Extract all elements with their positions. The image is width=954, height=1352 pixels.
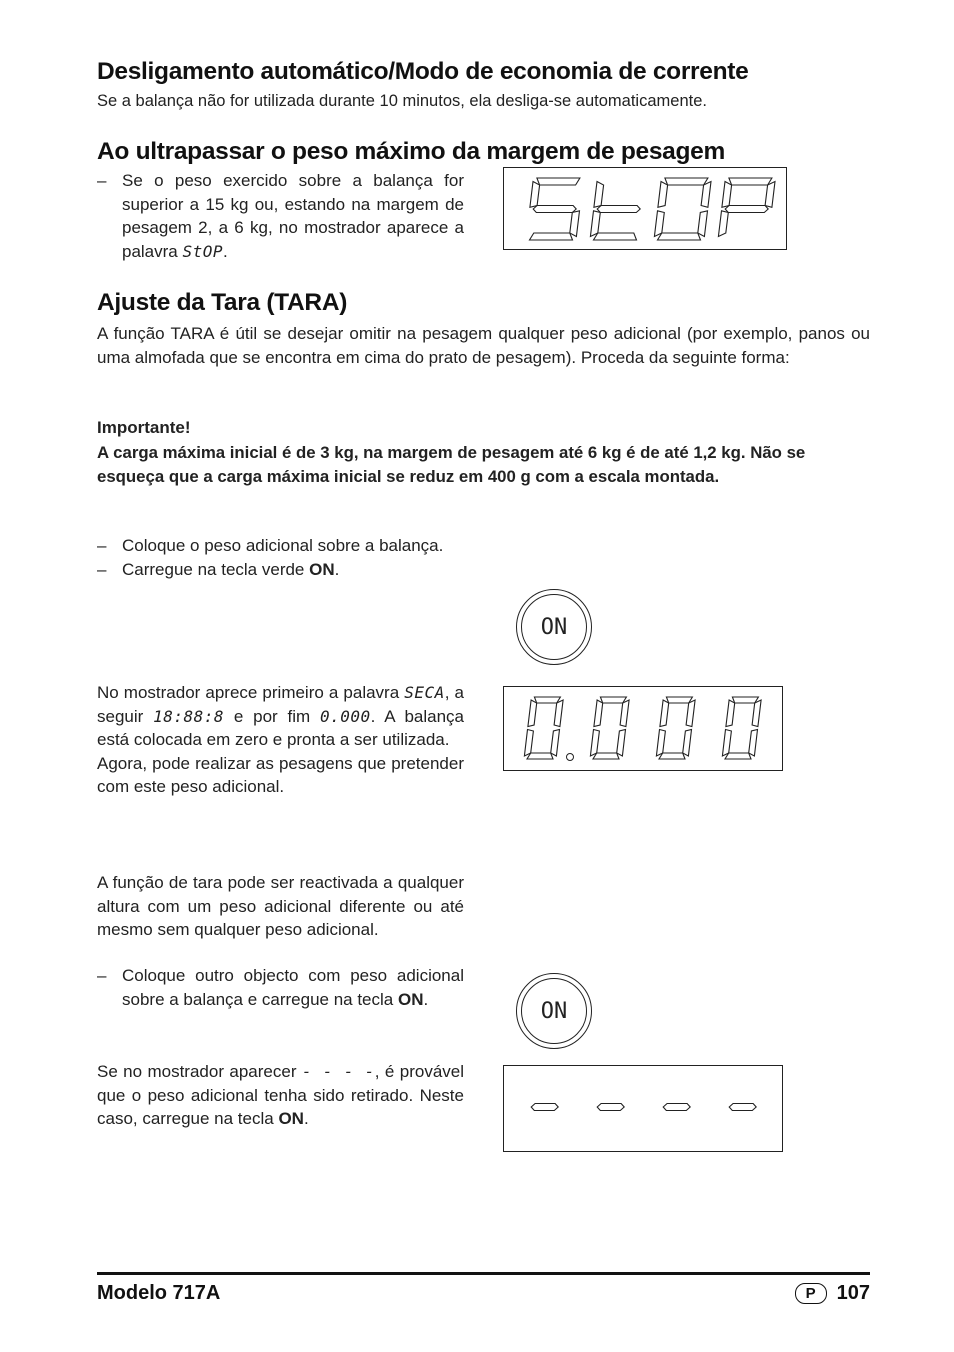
- lcd-segment: [534, 697, 560, 703]
- display-text-p2: Agora, pode realizar as pesagens que pretender com este peso adicional.: [97, 753, 464, 796]
- dash-display: [503, 1065, 783, 1152]
- footer-rule: [97, 1272, 870, 1275]
- lcd-segment: [593, 753, 619, 759]
- display-text-d: . A balança está colocada em zero e pronta a ser utilizada.: [97, 706, 464, 749]
- lcd-segment: [554, 700, 563, 727]
- lcd-segment: [530, 182, 540, 208]
- removed-text-a: Se no mostrador aparecer: [97, 1062, 302, 1081]
- list-item: [97, 964, 464, 1011]
- inline-lcd-zero: 0.000: [319, 706, 371, 726]
- auto-off-text: Se a balança não for utilizada durante 10 minutos, ela desliga-se automaticamente.: [97, 92, 707, 110]
- lcd-segment: [683, 730, 692, 757]
- list-dash: –: [97, 171, 107, 190]
- lcd-segment: [570, 211, 580, 237]
- footer-page-info: [795, 1282, 870, 1305]
- step-other-object: Coloque outro objecto com peso adicional sobre a balança e carregue na tecla: [122, 966, 464, 1009]
- lcd-segment: [551, 730, 560, 757]
- display-sequence-text: [97, 681, 464, 799]
- list-dash: –: [97, 559, 107, 579]
- lcd-segment: [729, 1104, 756, 1111]
- lcd-segment: [524, 730, 533, 757]
- list-item: [97, 558, 464, 582]
- on-key-label: ON: [397, 989, 424, 1009]
- lcd-segment: [722, 182, 732, 208]
- footer-model: Modelo 717A: [97, 1282, 221, 1304]
- lcd-segment: [725, 206, 768, 213]
- auto-off-heading: Desligamento automático/Modo de economia de corrente: [97, 58, 749, 85]
- zero-display-segments: [504, 687, 782, 770]
- lcd-segment: [590, 730, 599, 757]
- lcd-segment: [528, 700, 537, 727]
- lcd-segment: [527, 753, 553, 759]
- tare-intro: A função TARA é útil se desejar omitir na pesagem qualquer peso adicional (por exemplo, panos ou uma almofada que se encontra em cima do prato de pesagem). Proceda da seguinte forma:: [97, 324, 870, 367]
- lcd-segment: [594, 182, 604, 208]
- list-dash: –: [97, 536, 107, 555]
- lcd-segment: [749, 730, 758, 757]
- lcd-segment: [658, 233, 701, 240]
- tare-steps: [97, 534, 464, 581]
- on-button-label: ON: [521, 594, 587, 660]
- overload-text: Se o peso exercido sobre a balança for superior a 15 kg ou, estando na margem de pesagem 2, a 6 kg, no mostrador aparece a palavra: [122, 171, 464, 261]
- lcd-segment: [752, 700, 761, 727]
- display-text-b: , a seguir: [97, 683, 465, 726]
- dash-display-segments: [504, 1066, 782, 1151]
- removed-text-b: , é provável que o peso adicional tenha sido retirado. Neste caso, carregue na tecla: [97, 1062, 465, 1128]
- page-number: 107: [836, 1282, 870, 1304]
- on-button-icon: [516, 589, 592, 665]
- reactivate-text: A função de tara pode ser reactivada a qualquer altura com um peso adicional diferente ou até mesmo sem qualquer peso adicional.: [97, 873, 464, 939]
- lcd-segment: [658, 182, 668, 208]
- lcd-segment: [660, 700, 669, 727]
- lcd-segment: [600, 697, 626, 703]
- lcd-segment: [594, 700, 603, 727]
- on-button-label: ON: [521, 978, 587, 1044]
- stop-display-segments: [504, 168, 786, 249]
- lcd-segment: [533, 206, 576, 213]
- lcd-segment: [698, 211, 708, 237]
- lcd-segment: [729, 178, 772, 185]
- lcd-segment: [597, 1104, 624, 1111]
- on-button-icon: [516, 973, 592, 1049]
- inline-lcd-seca: SECA: [404, 683, 445, 702]
- lcd-decimal-point: [567, 754, 574, 761]
- tare-heading: Ajuste da Tara (TARA): [97, 289, 348, 316]
- inline-lcd-dashes: - - - -: [301, 1062, 375, 1081]
- lcd-segment: [537, 178, 580, 185]
- lcd-segment: [531, 1104, 558, 1111]
- overload-heading: Ao ultrapassar o peso máximo da margem de pesagem: [97, 138, 725, 165]
- reactivate-step: [97, 964, 464, 1011]
- language-badge: P: [795, 1283, 827, 1304]
- on-key-label: ON: [309, 559, 335, 579]
- lcd-segment: [617, 730, 626, 757]
- removed-text-end: .: [303, 1109, 309, 1128]
- lcd-segment: [665, 178, 708, 185]
- step-place-weight: Coloque o peso adicional sobre a balança.: [122, 536, 444, 555]
- overload-paragraph: [97, 169, 464, 263]
- inline-lcd-test: 18:88:8: [153, 706, 225, 726]
- step-end: .: [334, 559, 340, 579]
- lcd-segment: [594, 233, 637, 240]
- lcd-segment: [722, 730, 731, 757]
- zero-display: [503, 686, 783, 771]
- step-end: .: [423, 989, 429, 1009]
- list-item: [97, 534, 464, 558]
- lcd-segment: [666, 697, 692, 703]
- display-text-c: e por fim: [224, 706, 320, 726]
- on-key-label: ON: [278, 1109, 304, 1128]
- lcd-segment: [686, 700, 695, 727]
- lcd-segment: [725, 753, 751, 759]
- lcd-segment: [718, 211, 728, 237]
- removed-text: [97, 1060, 464, 1131]
- lcd-segment: [663, 1104, 690, 1111]
- lcd-segment: [597, 206, 640, 213]
- lcd-segment: [656, 730, 665, 757]
- important-text: A carga máxima inicial é de 3 kg, na margem de pesagem até 6 kg é de até 1,2 kg. Não se esqueça que a carga máxima inicial se reduz em 400 g com a escala montada.: [97, 443, 806, 486]
- inline-lcd-stop: StOP: [182, 241, 224, 261]
- lcd-segment: [726, 700, 735, 727]
- lcd-segment: [732, 697, 758, 703]
- list-dash: –: [97, 966, 107, 985]
- lcd-segment: [620, 700, 629, 727]
- step-press-on: Carregue na tecla verde: [122, 559, 310, 579]
- overload-text-end: .: [223, 241, 228, 261]
- important-label: Importante!: [97, 418, 191, 437]
- display-text-a: No mostrador aprece primeiro a palavra: [97, 683, 405, 702]
- lcd-segment: [530, 233, 573, 240]
- stop-display: [503, 167, 787, 250]
- lcd-segment: [659, 753, 685, 759]
